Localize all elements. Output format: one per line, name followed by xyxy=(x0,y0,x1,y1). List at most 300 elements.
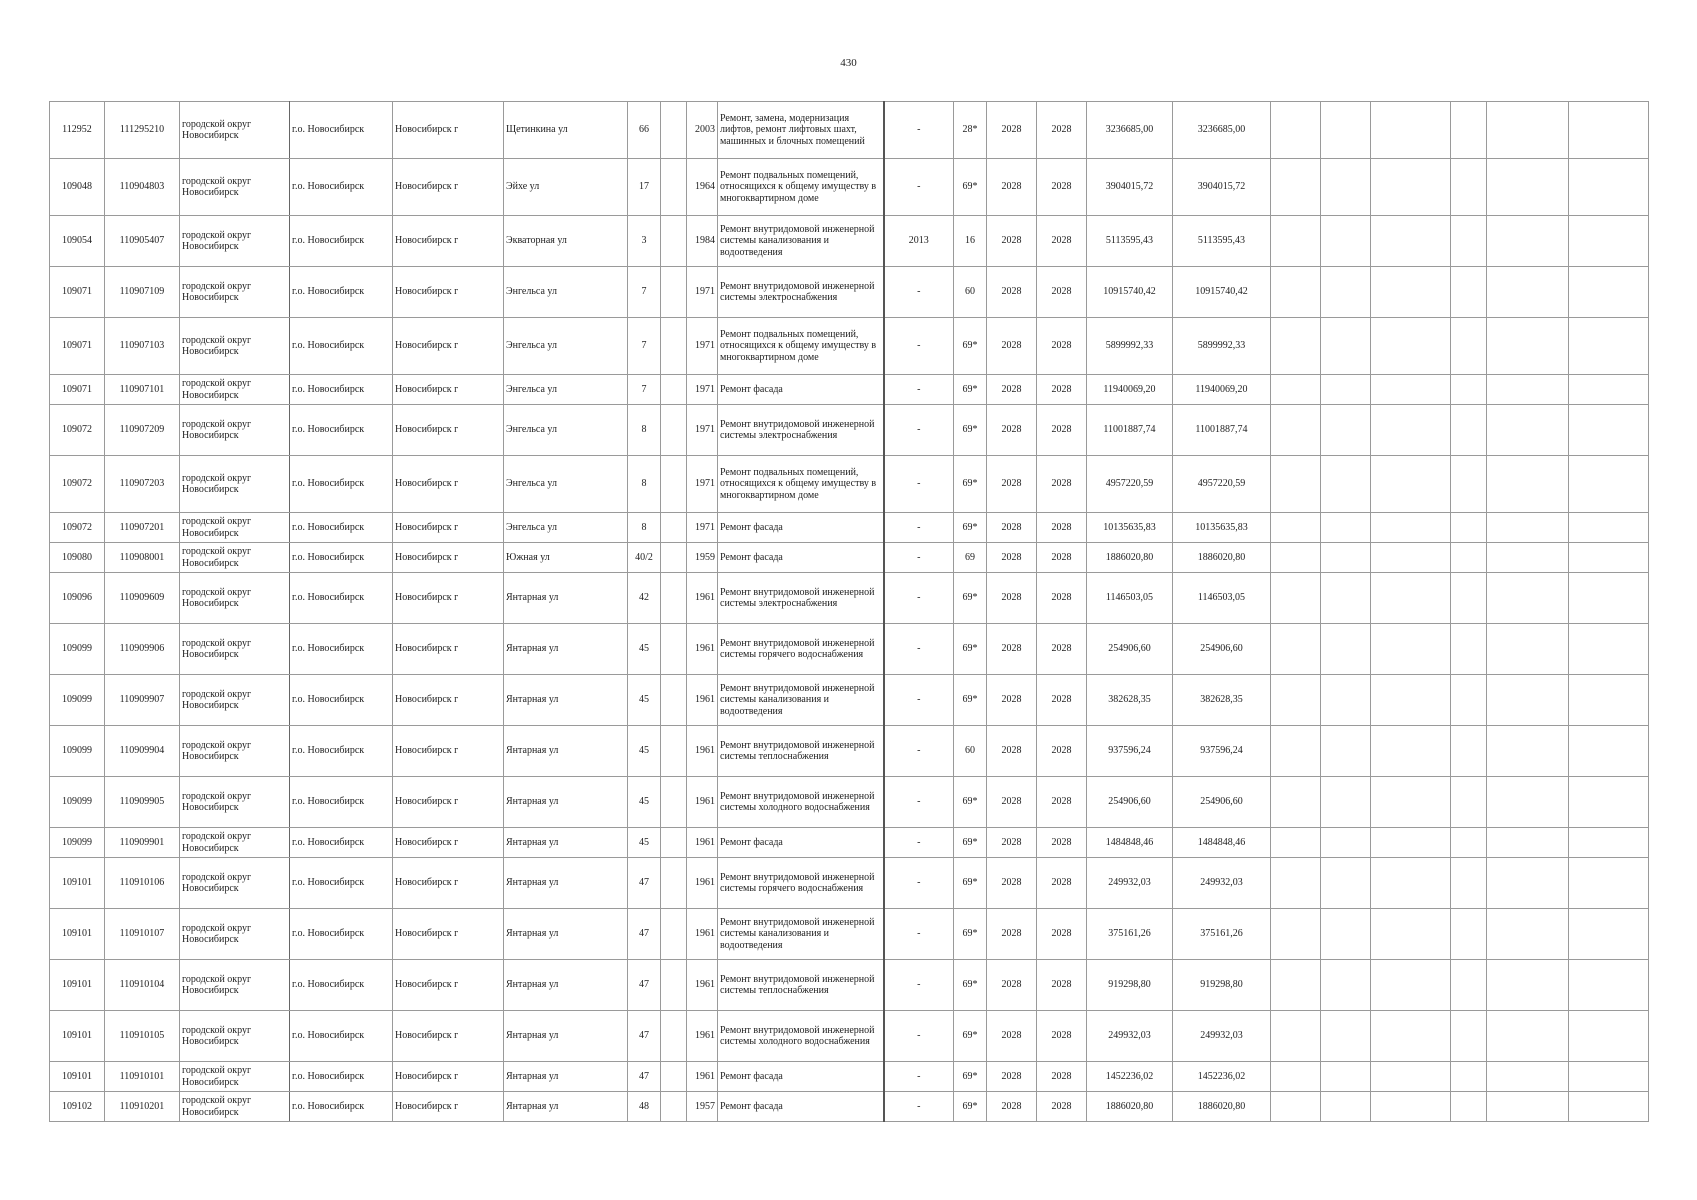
work-type: Ремонт фасада xyxy=(718,828,884,858)
element-code: 110909901 xyxy=(105,828,180,858)
empty-cell xyxy=(1321,318,1371,375)
build-year: 2003 xyxy=(687,102,718,159)
table-row xyxy=(50,909,1649,960)
work-type: Ремонт внутридомовой инженерной системы теплоснабжения xyxy=(718,726,884,777)
work-type: Ремонт внутридомовой инженерной системы электроснабжения xyxy=(718,267,884,318)
empty-cell xyxy=(1569,318,1649,375)
plan-start-year: 2028 xyxy=(987,405,1037,456)
house-letter xyxy=(661,777,687,828)
row-id: 112952 xyxy=(50,102,105,159)
house-number: 8 xyxy=(628,405,661,456)
house-letter xyxy=(661,675,687,726)
empty-cell xyxy=(1271,726,1321,777)
cost-total: 249932,03 xyxy=(1087,1011,1173,1062)
district: г.о. Новосибирск xyxy=(290,573,393,624)
last-repair-year: - xyxy=(884,543,954,573)
plan-start-year: 2028 xyxy=(987,777,1037,828)
cost-fund: 5899992,33 xyxy=(1173,318,1271,375)
element-code: 110909905 xyxy=(105,777,180,828)
house-number: 45 xyxy=(628,777,661,828)
element-code: 110910201 xyxy=(105,1092,180,1122)
municipality: городской округ Новосибирск xyxy=(180,267,290,318)
element-code: 110909907 xyxy=(105,675,180,726)
empty-cell xyxy=(1271,513,1321,543)
empty-cell xyxy=(1271,102,1321,159)
empty-cell xyxy=(1451,726,1487,777)
city: Новосибирск г xyxy=(393,960,504,1011)
house-letter xyxy=(661,1062,687,1092)
municipality: городской округ Новосибирск xyxy=(180,1062,290,1092)
wear-percent: 60 xyxy=(954,267,987,318)
element-code: 110910101 xyxy=(105,1062,180,1092)
street: Энгельса ул xyxy=(504,375,628,405)
wear-percent: 69* xyxy=(954,513,987,543)
empty-cell xyxy=(1321,624,1371,675)
empty-cell xyxy=(1487,405,1569,456)
house-letter xyxy=(661,624,687,675)
street: Эйхе ул xyxy=(504,159,628,216)
plan-end-year: 2028 xyxy=(1037,960,1087,1011)
empty-cell xyxy=(1271,573,1321,624)
element-code: 110910105 xyxy=(105,1011,180,1062)
cost-fund: 249932,03 xyxy=(1173,1011,1271,1062)
element-code: 110910106 xyxy=(105,858,180,909)
house-letter xyxy=(661,543,687,573)
build-year: 1961 xyxy=(687,858,718,909)
city: Новосибирск г xyxy=(393,624,504,675)
cost-total: 375161,26 xyxy=(1087,909,1173,960)
work-type: Ремонт внутридомовой инженерной системы холодного водоснабжения xyxy=(718,777,884,828)
city: Новосибирск г xyxy=(393,828,504,858)
row-id: 109071 xyxy=(50,375,105,405)
house-letter xyxy=(661,960,687,1011)
row-id: 109072 xyxy=(50,405,105,456)
work-type: Ремонт внутридомовой инженерной системы холодного водоснабжения xyxy=(718,1011,884,1062)
empty-cell xyxy=(1451,1011,1487,1062)
work-type: Ремонт внутридомовой инженерной системы горячего водоснабжения xyxy=(718,858,884,909)
empty-cell xyxy=(1271,1062,1321,1092)
house-letter xyxy=(661,102,687,159)
table-row xyxy=(50,267,1649,318)
empty-cell xyxy=(1321,675,1371,726)
empty-cell xyxy=(1451,1092,1487,1122)
municipality: городской округ Новосибирск xyxy=(180,375,290,405)
build-year: 1961 xyxy=(687,960,718,1011)
street: Энгельса ул xyxy=(504,513,628,543)
empty-cell xyxy=(1487,573,1569,624)
table-row xyxy=(50,960,1649,1011)
last-repair-year: - xyxy=(884,960,954,1011)
municipality: городской округ Новосибирск xyxy=(180,624,290,675)
work-type: Ремонт внутридомовой инженерной системы горячего водоснабжения xyxy=(718,624,884,675)
last-repair-year: - xyxy=(884,858,954,909)
empty-cell xyxy=(1321,573,1371,624)
house-letter xyxy=(661,405,687,456)
empty-cell xyxy=(1371,777,1451,828)
row-id: 109072 xyxy=(50,456,105,513)
plan-start-year: 2028 xyxy=(987,1011,1037,1062)
cost-fund: 254906,60 xyxy=(1173,624,1271,675)
row-id: 109048 xyxy=(50,159,105,216)
plan-end-year: 2028 xyxy=(1037,624,1087,675)
build-year: 1961 xyxy=(687,1011,718,1062)
empty-cell xyxy=(1271,1092,1321,1122)
plan-end-year: 2028 xyxy=(1037,909,1087,960)
cost-fund: 1886020,80 xyxy=(1173,543,1271,573)
element-code: 110908001 xyxy=(105,543,180,573)
work-type: Ремонт подвальных помещений, относящихся к общему имуществу в многоквартирном доме xyxy=(718,456,884,513)
work-type: Ремонт внутридомовой инженерной системы канализования и водоотведения xyxy=(718,675,884,726)
plan-end-year: 2028 xyxy=(1037,573,1087,624)
city: Новосибирск г xyxy=(393,513,504,543)
city: Новосибирск г xyxy=(393,456,504,513)
plan-end-year: 2028 xyxy=(1037,726,1087,777)
work-type: Ремонт внутридомовой инженерной системы электроснабжения xyxy=(718,405,884,456)
empty-cell xyxy=(1321,828,1371,858)
city: Новосибирск г xyxy=(393,909,504,960)
table-row xyxy=(50,159,1649,216)
municipality: городской округ Новосибирск xyxy=(180,726,290,777)
empty-cell xyxy=(1569,375,1649,405)
table-row xyxy=(50,726,1649,777)
street: Янтарная ул xyxy=(504,1011,628,1062)
house-letter xyxy=(661,318,687,375)
street: Янтарная ул xyxy=(504,777,628,828)
cost-total: 1146503,05 xyxy=(1087,573,1173,624)
build-year: 1957 xyxy=(687,1092,718,1122)
empty-cell xyxy=(1271,543,1321,573)
plan-end-year: 2028 xyxy=(1037,159,1087,216)
cost-total: 1452236,02 xyxy=(1087,1062,1173,1092)
empty-cell xyxy=(1321,375,1371,405)
district: г.о. Новосибирск xyxy=(290,828,393,858)
plan-end-year: 2028 xyxy=(1037,456,1087,513)
plan-start-year: 2028 xyxy=(987,216,1037,267)
district: г.о. Новосибирск xyxy=(290,1062,393,1092)
municipality: городской округ Новосибирск xyxy=(180,456,290,513)
plan-start-year: 2028 xyxy=(987,828,1037,858)
row-id: 109101 xyxy=(50,1062,105,1092)
street: Янтарная ул xyxy=(504,858,628,909)
last-repair-year: - xyxy=(884,828,954,858)
wear-percent: 69* xyxy=(954,405,987,456)
last-repair-year: - xyxy=(884,726,954,777)
city: Новосибирск г xyxy=(393,858,504,909)
plan-end-year: 2028 xyxy=(1037,375,1087,405)
empty-cell xyxy=(1371,828,1451,858)
city: Новосибирск г xyxy=(393,573,504,624)
house-number: 66 xyxy=(628,102,661,159)
empty-cell xyxy=(1271,828,1321,858)
cost-total: 3904015,72 xyxy=(1087,159,1173,216)
empty-cell xyxy=(1371,573,1451,624)
street: Янтарная ул xyxy=(504,960,628,1011)
street: Янтарная ул xyxy=(504,1062,628,1092)
row-id: 109096 xyxy=(50,573,105,624)
work-type: Ремонт подвальных помещений, относящихся к общему имуществу в многоквартирном доме xyxy=(718,318,884,375)
empty-cell xyxy=(1371,543,1451,573)
district: г.о. Новосибирск xyxy=(290,543,393,573)
row-id: 109101 xyxy=(50,909,105,960)
cost-fund: 1146503,05 xyxy=(1173,573,1271,624)
house-number: 40/2 xyxy=(628,543,661,573)
build-year: 1959 xyxy=(687,543,718,573)
plan-start-year: 2028 xyxy=(987,159,1037,216)
cost-total: 1886020,80 xyxy=(1087,543,1173,573)
plan-start-year: 2028 xyxy=(987,375,1037,405)
empty-cell xyxy=(1371,375,1451,405)
municipality: городской округ Новосибирск xyxy=(180,405,290,456)
house-number: 42 xyxy=(628,573,661,624)
empty-cell xyxy=(1451,1062,1487,1092)
row-id: 109101 xyxy=(50,960,105,1011)
row-id: 109080 xyxy=(50,543,105,573)
row-id: 109099 xyxy=(50,777,105,828)
last-repair-year: - xyxy=(884,1062,954,1092)
district: г.о. Новосибирск xyxy=(290,318,393,375)
empty-cell xyxy=(1271,318,1321,375)
district: г.о. Новосибирск xyxy=(290,513,393,543)
municipality: городской округ Новосибирск xyxy=(180,960,290,1011)
element-code: 110909904 xyxy=(105,726,180,777)
empty-cell xyxy=(1569,909,1649,960)
house-number: 47 xyxy=(628,858,661,909)
house-number: 47 xyxy=(628,909,661,960)
empty-cell xyxy=(1451,267,1487,318)
element-code: 110907203 xyxy=(105,456,180,513)
element-code: 110910107 xyxy=(105,909,180,960)
wear-percent: 69* xyxy=(954,777,987,828)
build-year: 1961 xyxy=(687,1062,718,1092)
empty-cell xyxy=(1371,318,1451,375)
empty-cell xyxy=(1569,1092,1649,1122)
last-repair-year: - xyxy=(884,1011,954,1062)
house-letter xyxy=(661,267,687,318)
table-row xyxy=(50,102,1649,159)
empty-cell xyxy=(1487,675,1569,726)
cost-fund: 382628,35 xyxy=(1173,675,1271,726)
empty-cell xyxy=(1451,318,1487,375)
table-row xyxy=(50,1011,1649,1062)
build-year: 1961 xyxy=(687,828,718,858)
district: г.о. Новосибирск xyxy=(290,624,393,675)
empty-cell xyxy=(1321,102,1371,159)
empty-cell xyxy=(1271,777,1321,828)
district: г.о. Новосибирск xyxy=(290,1011,393,1062)
empty-cell xyxy=(1371,456,1451,513)
empty-cell xyxy=(1487,543,1569,573)
municipality: городской округ Новосибирск xyxy=(180,318,290,375)
house-number: 45 xyxy=(628,828,661,858)
municipality: городской округ Новосибирск xyxy=(180,858,290,909)
element-code: 110907101 xyxy=(105,375,180,405)
element-code: 110910104 xyxy=(105,960,180,1011)
empty-cell xyxy=(1487,102,1569,159)
empty-cell xyxy=(1271,216,1321,267)
empty-cell xyxy=(1487,267,1569,318)
plan-end-year: 2028 xyxy=(1037,858,1087,909)
last-repair-year: - xyxy=(884,513,954,543)
element-code: 110905407 xyxy=(105,216,180,267)
district: г.о. Новосибирск xyxy=(290,960,393,1011)
work-type: Ремонт внутридомовой инженерной системы канализования и водоотведения xyxy=(718,216,884,267)
empty-cell xyxy=(1371,858,1451,909)
plan-end-year: 2028 xyxy=(1037,513,1087,543)
element-code: 110909906 xyxy=(105,624,180,675)
empty-cell xyxy=(1451,828,1487,858)
street: Энгельса ул xyxy=(504,318,628,375)
empty-cell xyxy=(1321,159,1371,216)
empty-cell xyxy=(1451,216,1487,267)
district: г.о. Новосибирск xyxy=(290,216,393,267)
build-year: 1971 xyxy=(687,267,718,318)
municipality: городской округ Новосибирск xyxy=(180,828,290,858)
street: Янтарная ул xyxy=(504,573,628,624)
cost-fund: 5113595,43 xyxy=(1173,216,1271,267)
empty-cell xyxy=(1271,159,1321,216)
district: г.о. Новосибирск xyxy=(290,777,393,828)
plan-start-year: 2028 xyxy=(987,624,1037,675)
city: Новосибирск г xyxy=(393,1011,504,1062)
district: г.о. Новосибирск xyxy=(290,726,393,777)
plan-end-year: 2028 xyxy=(1037,405,1087,456)
cost-total: 5899992,33 xyxy=(1087,318,1173,375)
empty-cell xyxy=(1487,858,1569,909)
municipality: городской округ Новосибирск xyxy=(180,513,290,543)
element-code: 110907109 xyxy=(105,267,180,318)
work-type: Ремонт фасада xyxy=(718,375,884,405)
wear-percent: 69* xyxy=(954,573,987,624)
wear-percent: 69* xyxy=(954,675,987,726)
empty-cell xyxy=(1569,1011,1649,1062)
cost-total: 1886020,80 xyxy=(1087,1092,1173,1122)
table-row xyxy=(50,675,1649,726)
street: Энгельса ул xyxy=(504,456,628,513)
table-row xyxy=(50,777,1649,828)
build-year: 1961 xyxy=(687,777,718,828)
municipality: городской округ Новосибирск xyxy=(180,909,290,960)
wear-percent: 69* xyxy=(954,318,987,375)
cost-total: 937596,24 xyxy=(1087,726,1173,777)
empty-cell xyxy=(1321,513,1371,543)
house-letter xyxy=(661,828,687,858)
wear-percent: 69* xyxy=(954,456,987,513)
empty-cell xyxy=(1569,405,1649,456)
city: Новосибирск г xyxy=(393,267,504,318)
municipality: городской округ Новосибирск xyxy=(180,102,290,159)
empty-cell xyxy=(1321,267,1371,318)
house-letter xyxy=(661,573,687,624)
cost-fund: 11001887,74 xyxy=(1173,405,1271,456)
table-row xyxy=(50,1092,1649,1122)
empty-cell xyxy=(1569,828,1649,858)
empty-cell xyxy=(1371,726,1451,777)
wear-percent: 69* xyxy=(954,1011,987,1062)
plan-end-year: 2028 xyxy=(1037,777,1087,828)
plan-start-year: 2028 xyxy=(987,726,1037,777)
last-repair-year: - xyxy=(884,267,954,318)
empty-cell xyxy=(1487,726,1569,777)
last-repair-year: - xyxy=(884,318,954,375)
plan-start-year: 2028 xyxy=(987,543,1037,573)
district: г.о. Новосибирск xyxy=(290,102,393,159)
district: г.о. Новосибирск xyxy=(290,375,393,405)
empty-cell xyxy=(1569,267,1649,318)
empty-cell xyxy=(1487,1092,1569,1122)
house-number: 17 xyxy=(628,159,661,216)
city: Новосибирск г xyxy=(393,102,504,159)
city: Новосибирск г xyxy=(393,375,504,405)
build-year: 1961 xyxy=(687,909,718,960)
empty-cell xyxy=(1487,456,1569,513)
cost-total: 10915740,42 xyxy=(1087,267,1173,318)
wear-percent: 69* xyxy=(954,159,987,216)
empty-cell xyxy=(1569,858,1649,909)
municipality: городской округ Новосибирск xyxy=(180,675,290,726)
work-type: Ремонт подвальных помещений, относящихся к общему имуществу в многоквартирном доме xyxy=(718,159,884,216)
street: Энгельса ул xyxy=(504,267,628,318)
empty-cell xyxy=(1371,960,1451,1011)
street: Щетинкина ул xyxy=(504,102,628,159)
empty-cell xyxy=(1271,909,1321,960)
street: Южная ул xyxy=(504,543,628,573)
empty-cell xyxy=(1451,960,1487,1011)
empty-cell xyxy=(1451,624,1487,675)
empty-cell xyxy=(1487,909,1569,960)
cost-total: 5113595,43 xyxy=(1087,216,1173,267)
empty-cell xyxy=(1569,543,1649,573)
cost-total: 1484848,46 xyxy=(1087,828,1173,858)
last-repair-year: - xyxy=(884,624,954,675)
row-id: 109099 xyxy=(50,624,105,675)
last-repair-year: - xyxy=(884,159,954,216)
last-repair-year: - xyxy=(884,573,954,624)
empty-cell xyxy=(1321,858,1371,909)
house-letter xyxy=(661,216,687,267)
last-repair-year: - xyxy=(884,777,954,828)
plan-end-year: 2028 xyxy=(1037,543,1087,573)
cost-total: 249932,03 xyxy=(1087,858,1173,909)
wear-percent: 69* xyxy=(954,828,987,858)
last-repair-year: - xyxy=(884,675,954,726)
empty-cell xyxy=(1569,102,1649,159)
empty-cell xyxy=(1569,777,1649,828)
empty-cell xyxy=(1271,624,1321,675)
build-year: 1964 xyxy=(687,159,718,216)
house-letter xyxy=(661,858,687,909)
empty-cell xyxy=(1271,267,1321,318)
empty-cell xyxy=(1451,513,1487,543)
municipality: городской округ Новосибирск xyxy=(180,216,290,267)
row-id: 109071 xyxy=(50,318,105,375)
house-number: 7 xyxy=(628,375,661,405)
plan-start-year: 2028 xyxy=(987,456,1037,513)
house-number: 45 xyxy=(628,624,661,675)
empty-cell xyxy=(1569,960,1649,1011)
wear-percent: 69* xyxy=(954,1062,987,1092)
empty-cell xyxy=(1569,624,1649,675)
plan-end-year: 2028 xyxy=(1037,318,1087,375)
cost-fund: 1452236,02 xyxy=(1173,1062,1271,1092)
house-number: 7 xyxy=(628,318,661,375)
table-row xyxy=(50,375,1649,405)
city: Новосибирск г xyxy=(393,405,504,456)
empty-cell xyxy=(1569,456,1649,513)
city: Новосибирск г xyxy=(393,543,504,573)
wear-percent: 60 xyxy=(954,726,987,777)
cost-fund: 249932,03 xyxy=(1173,858,1271,909)
empty-cell xyxy=(1451,573,1487,624)
